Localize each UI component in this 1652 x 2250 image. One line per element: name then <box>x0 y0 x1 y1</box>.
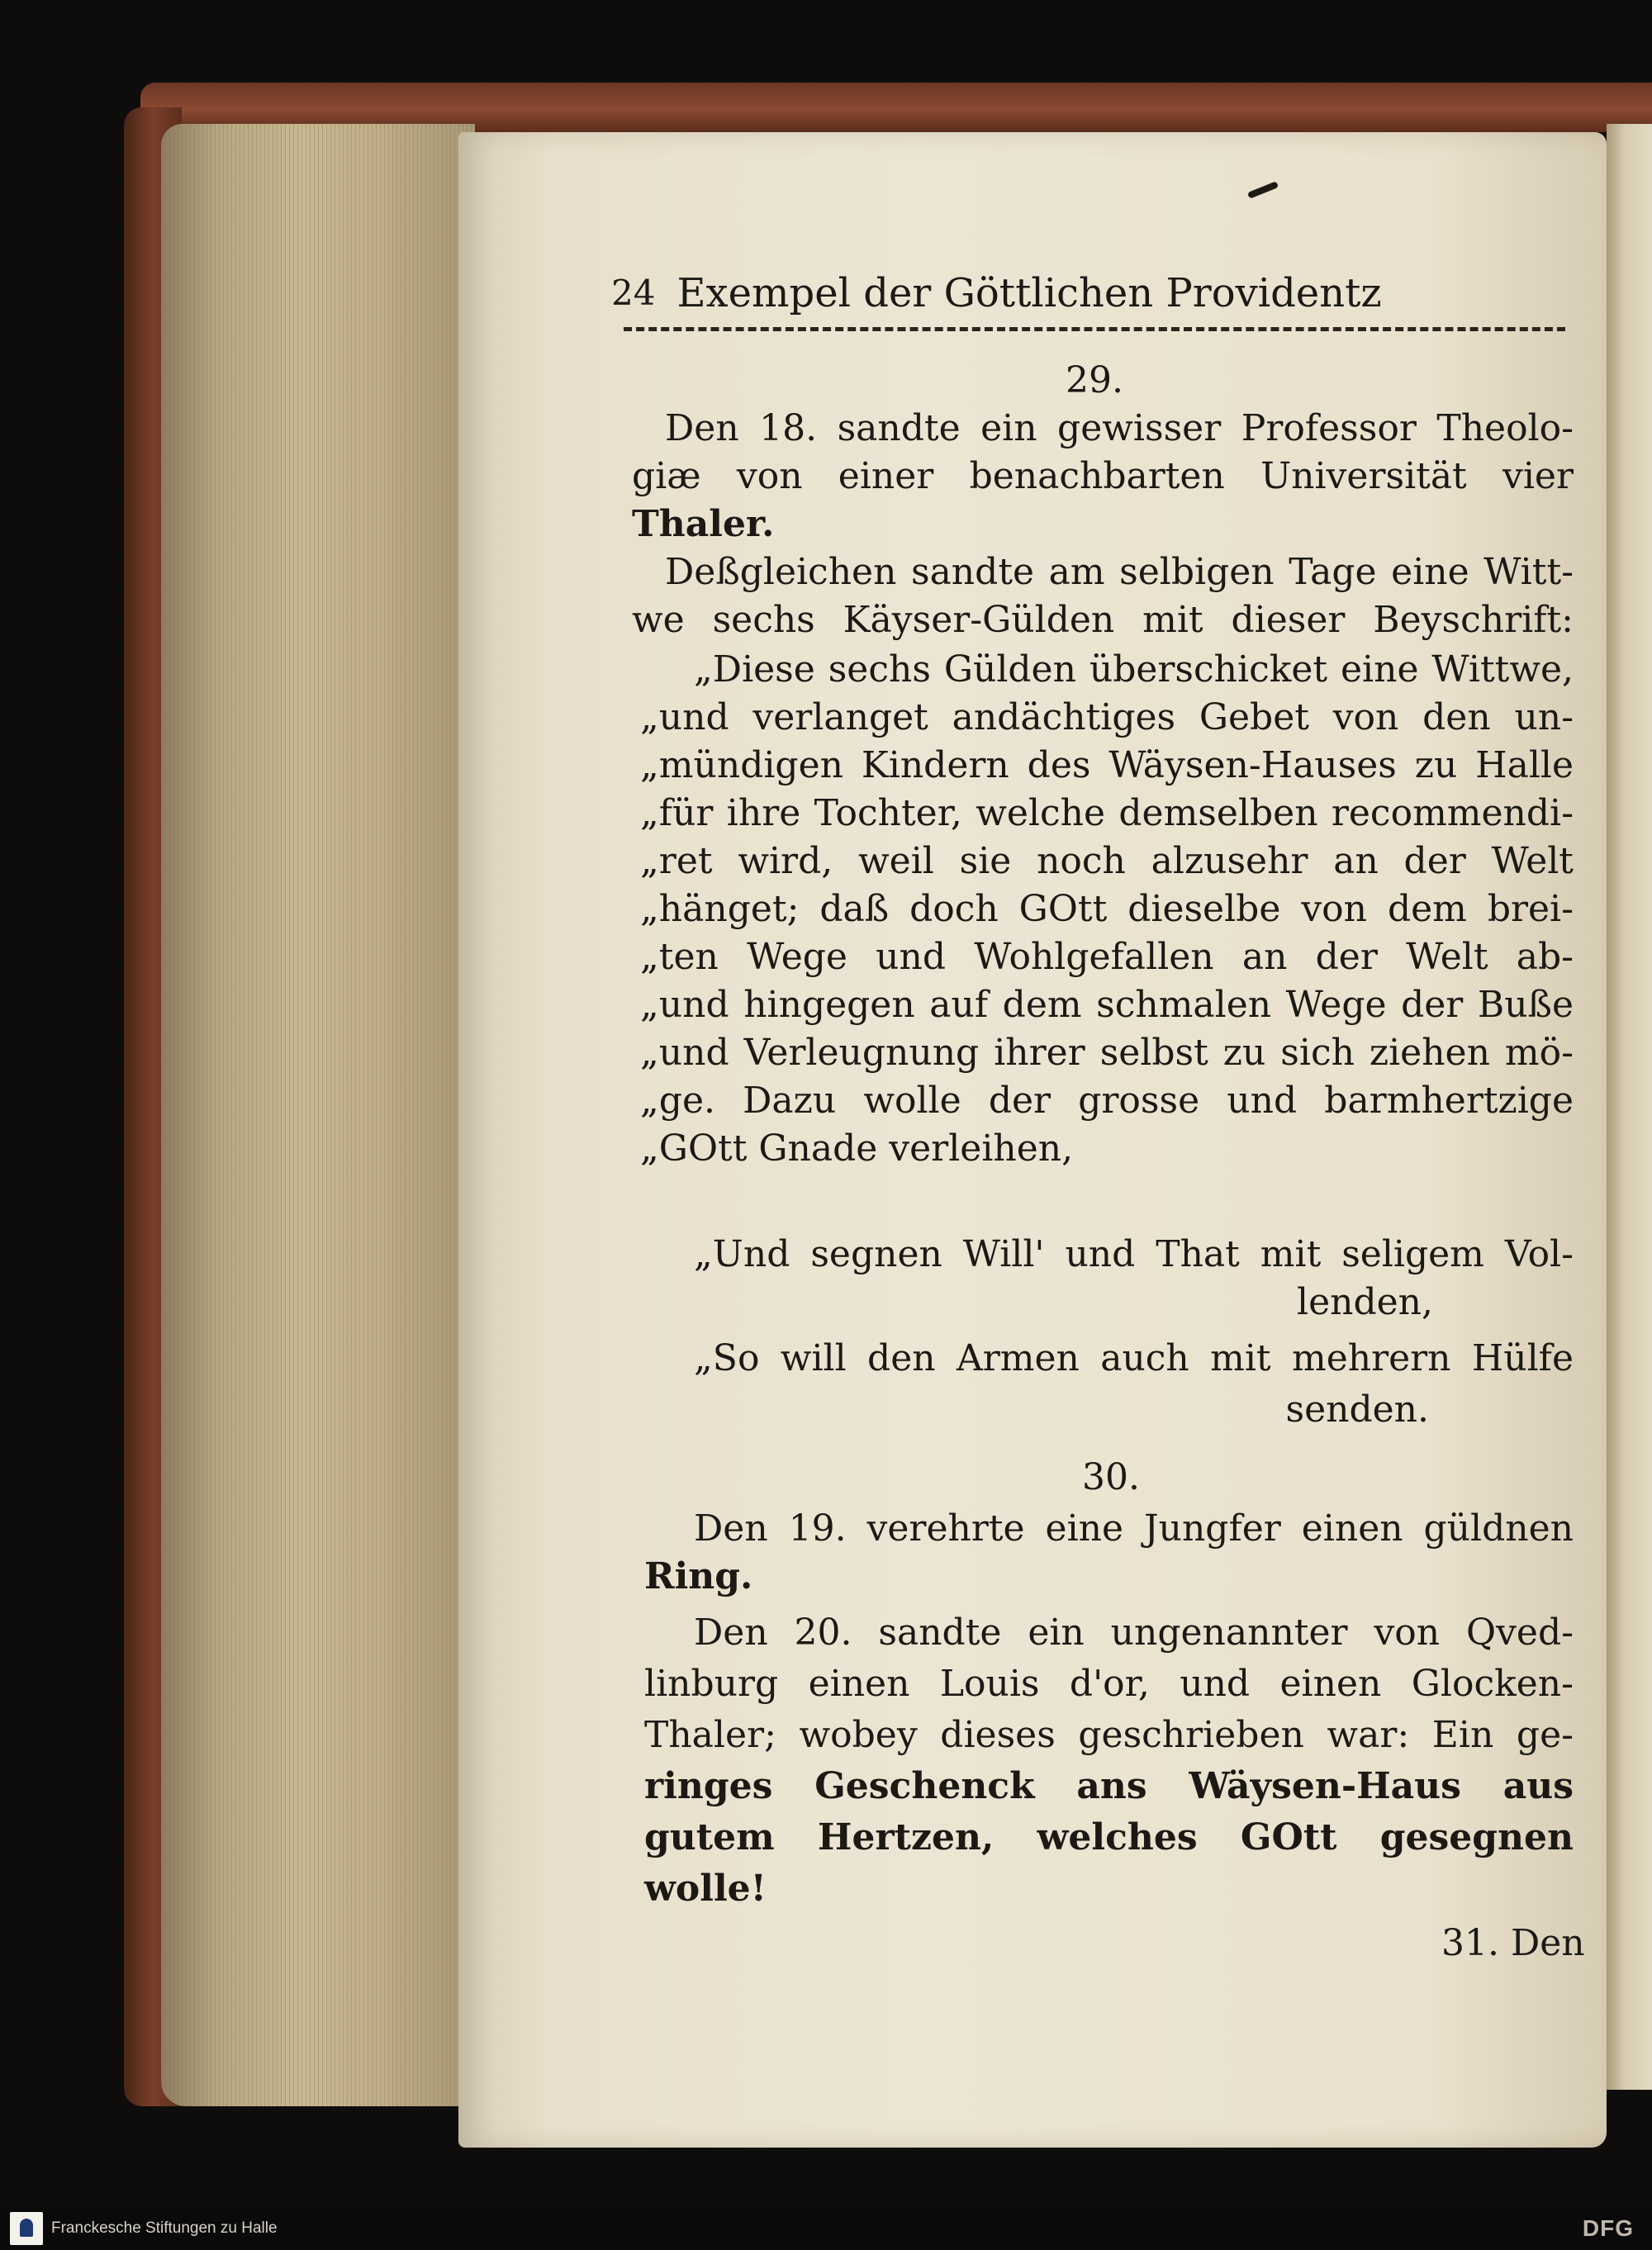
text-line: wolle! <box>644 1868 767 1910</box>
text-line: Den 20. sandte ein ungenannter von Qved- <box>694 1612 1574 1654</box>
verse-line: lenden, <box>1297 1281 1433 1323</box>
dfg-logo: DFG <box>1582 2215 1634 2241</box>
text-line: Den 18. sandte ein gewisser Professor Theolo- <box>665 407 1574 449</box>
running-title: Exempel der Göttlichen Providentz <box>676 270 1382 316</box>
text-line: „hänget; daß doch GOtt dieselbe von dem brei- <box>640 888 1574 930</box>
verse-line: senden. <box>1285 1388 1429 1431</box>
text-line: „ret wird, weil sie noch alzusehr an der Welt <box>640 840 1574 882</box>
text-line: „GOtt Gnade verleihen, <box>640 1127 1074 1170</box>
text-line: „und verlanget andächtiges Gebet von den un- <box>640 696 1574 738</box>
text-line: we sechs Käyser-Gülden mit dieser Beyschrift: <box>632 599 1574 641</box>
text-line: ringes Geschenck ans Wäysen-Haus aus <box>644 1765 1574 1807</box>
verse-line: „So will den Armen auch mit mehrern Hülfe <box>694 1337 1574 1379</box>
text-line: „mündigen Kindern des Wäysen-Hauses zu Halle <box>640 744 1574 786</box>
section-number: 29. <box>1066 359 1123 401</box>
text-line: „und hingegen auf dem schmalen Wege der Buße <box>640 984 1574 1026</box>
text-line: Thaler. <box>632 503 775 545</box>
text-line: Ring. <box>644 1555 753 1597</box>
running-head <box>611 264 1569 322</box>
verse-line: „Und segnen Will' und That mit seligem Vol- <box>694 1233 1574 1275</box>
section-number: 30. <box>1082 1456 1140 1498</box>
institution-name: Franckesche Stiftungen zu Halle <box>51 2219 278 2237</box>
text-line: Deßgleichen sandte am selbigen Tage eine Witt- <box>665 551 1574 593</box>
header-rule <box>624 327 1565 331</box>
text-line: „ten Wege und Wohlgefallen an der Welt ab- <box>640 936 1574 978</box>
text-line: Den 19. verehrte eine Jungfer einen güldnen <box>694 1507 1574 1550</box>
text-line: giæ von einer benachbarten Universität vier <box>632 455 1574 497</box>
text-line: „Diese sechs Gülden überschicket eine Wittwe, <box>694 648 1574 691</box>
institution-logo-icon <box>10 2212 43 2245</box>
page-number: 24 <box>611 273 656 313</box>
footer-bar <box>0 2207 1652 2250</box>
text-line: „und Verleugnung ihrer selbst zu sich ziehen mö- <box>640 1032 1574 1074</box>
text-line: gutem Hertzen, welches GOtt gesegnen <box>644 1816 1574 1858</box>
catchword: 31. Den <box>1441 1922 1585 1964</box>
text-line: „für ihre Tochter, welche demselben recommendi- <box>640 792 1574 834</box>
text-line: linburg einen Louis d'or, und einen Glocken- <box>644 1663 1574 1705</box>
text-line: Thaler; wobey dieses geschrieben war: Ein ge- <box>644 1714 1574 1756</box>
text-line: „ge. Dazu wolle der grosse und barmhertzige <box>640 1080 1574 1122</box>
